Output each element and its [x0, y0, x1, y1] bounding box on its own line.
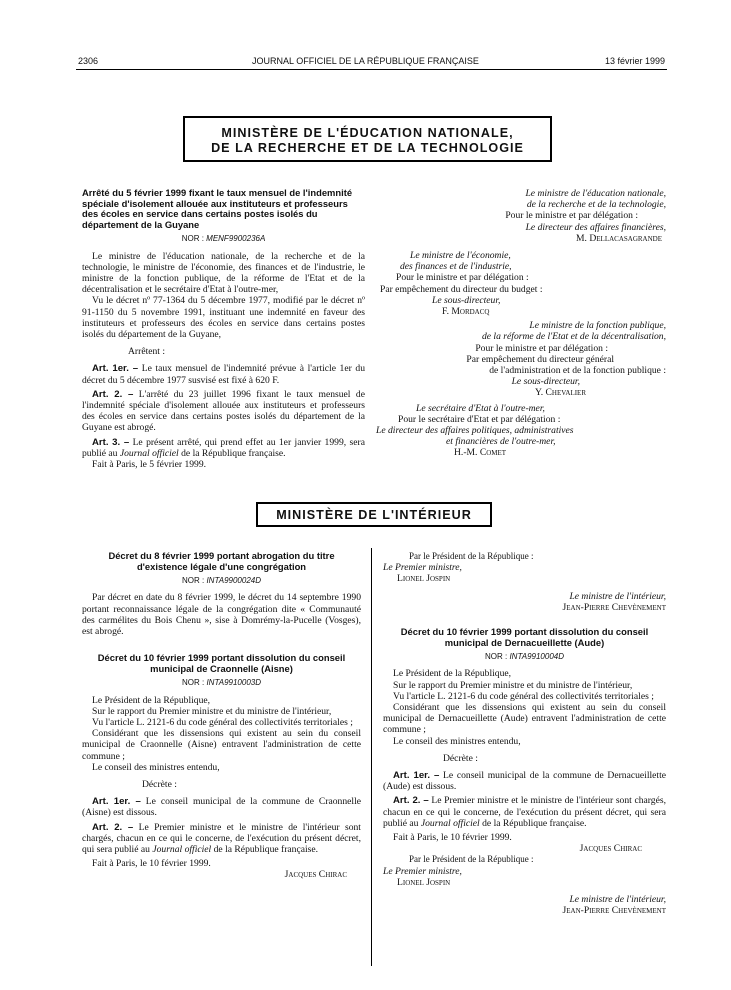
sig-outremer-title: Le secrétaire d'Etat à l'outre-mer, [416, 402, 545, 414]
sig-education-title: Le ministre de l'éducation nationale, [525, 188, 666, 199]
decret2-pm-name: Lionel Jospin [397, 573, 451, 585]
journal-title: JOURNAL OFFICIEL DE LA RÉPUBLIQUE FRANÇAISE [252, 56, 479, 66]
decret3-fait: Fait à Paris, le 10 février 1999. [393, 832, 512, 844]
decret2-para-3: Vu l'article L. 2121-6 du code général des collectivités territoriales ; [92, 717, 353, 728]
arrete-para-2: Vu le décret nº 77-1364 du 5 décembre 1977, modifié par le décret nº 91-1150 du 5 novembre 1991, instituant une indemnité en faveur des instituteurs et professeurs des écoles en service dans certains postes isolés du département de la Guyane, [82, 295, 365, 340]
sig-economy-title-2: des finances et de l'industrie, [400, 261, 512, 273]
sig-outremer-name: H.-M. Comet [454, 447, 507, 459]
decret3-art-1: Art. 1er. – Le conseil municipal de la commune de Dernacueillette (Aude) est dissous. [383, 770, 667, 793]
arrete-column [82, 188, 365, 470]
sig-education-delegation: Pour le ministre et par délégation : [505, 210, 638, 222]
sig-economy-title: Le ministre de l'économie, [410, 250, 511, 262]
ministry-interior-banner [256, 502, 492, 527]
page-number: 2306 [78, 56, 99, 66]
decret2-title: Décret du 10 février 1999 portant dissolution du conseil municipal de Craonnelle (Aisne) [97, 652, 346, 674]
sig-fonction-empechement-2: de l'administration et de la fonction publique : [489, 365, 666, 377]
arrete-nor: NOR : MENF9900236A [181, 234, 266, 244]
decret3-mi-title: Le ministre de l'intérieur, [569, 894, 666, 906]
arrete-title: Arrêté du 5 février 1999 fixant le taux mensuel de l'indemnité spéciale d'isolement allouée aux instituteurs et professeurs des écoles en service dans certains postes isolés du département de la Guyane [82, 187, 353, 230]
arrete-para-1: Le ministre de l'éducation nationale, de la recherche et de la technologie, le ministre de l'économie, des finances et de l'industrie, le ministre de la fonction publique, de la réforme de l'Etat et de la décentralisation et le secrétaire d'Etat à l'outre-mer, [82, 250, 365, 296]
decret2-mi-title: Le ministre de l'intérieur, [569, 590, 666, 602]
decret1-nor: NOR : INTA9900024D [181, 576, 262, 586]
decret3-para-5: Le conseil des ministres entendu, [393, 735, 521, 747]
arrete-fait: Fait à Paris, le 5 février 1999. [92, 459, 207, 471]
decret3-nor: NOR : INTA9910004D [484, 652, 565, 662]
arrete-arretent: Arrêtent : [128, 346, 166, 358]
sig-economy-empechement: Par empêchement du directeur du budget : [380, 283, 543, 295]
sig-outremer-delegation: Pour le secrétaire d'Etat et par délégation : [398, 413, 561, 425]
interior-left-column [82, 551, 361, 881]
decret2-para-1: Le Président de la République, [92, 694, 211, 706]
sig-fonction-delegation: Pour le ministre et par délégation : [475, 342, 608, 354]
decret3-para-3: Vu l'article L. 2121-6 du code général des collectivités territoriales ; [393, 690, 654, 702]
decret3-title: Décret du 10 février 1999 portant dissolution du conseil municipal de Dernacueillette (Aude) [400, 626, 649, 648]
sig-economy-subdirector: Le sous-directeur, [432, 294, 501, 306]
decret3-mi-name: Jean-Pierre Chevènement [562, 905, 666, 917]
decret3-art-2: Art. 2. – Le Premier ministre et le ministre de l'intérieur sont chargés, chacun en ce qui le concerne, de l'exécution du présent décret, qui sera publié au Journal officiel de la République française. [383, 795, 666, 829]
decret3-para-1: Le Président de la République, [393, 668, 512, 680]
decret2-mi-name: Jean-Pierre Chevènement [562, 601, 666, 613]
ministry-education-line2: DE LA RECHERCHE ET DE LA TECHNOLOGIE [211, 141, 524, 155]
sig-education-director: Le directeur des affaires financières, [525, 221, 666, 233]
column-divider [371, 548, 372, 966]
decret3-par: Par le Président de la République : [409, 854, 534, 865]
decret2-para-4: Considérant que les dissensions qui existent au sein du conseil municipal de Craonnelle (Aisne) entravent l'administration de cette commune ; [82, 728, 361, 762]
arrete-art-1: Art. 1er. – Le taux mensuel de l'indemnité prévue à l'article 1er du décret du 5 décembre 1977 susvisé est fixé à 620 F. [82, 363, 365, 386]
sig-fonction-name: Y. Chevalier [535, 387, 586, 399]
sig-outremer-director: Le directeur des affaires politiques, administratives [376, 425, 574, 437]
header-rule [76, 69, 667, 70]
decret3-para-2: Sur le rapport du Premier ministre et du ministre de l'intérieur, [393, 679, 633, 691]
decret3-decrete: Décrète : [443, 752, 478, 764]
arrete-art-2: Art. 2. – L'arrêté du 23 juillet 1996 fixant le taux mensuel de l'indemnité spéciale d'isolement allouée aux instituteurs et professeurs des écoles en service dans certains postes isolés du département de la Guyane est abrogé. [82, 388, 365, 434]
decret2-decrete: Décrète : [142, 779, 177, 791]
ministry-interior-title: MINISTÈRE DE L'INTÉRIEUR [276, 508, 472, 522]
arrete-art-3: Art. 3. – Le présent arrêté, qui prend effet au 1er janvier 1999, sera publié au Journal officiel de la République française. [82, 436, 365, 459]
ministry-education-line1: MINISTÈRE DE L'ÉDUCATION NATIONALE, [221, 126, 514, 140]
decret2-nor: NOR : INTA9910003D [181, 678, 262, 688]
decret2-art-1: Art. 1er. – Le conseil municipal de la commune de Craonnelle (Aisne) est dissous. [82, 796, 362, 819]
decret1-title: Décret du 8 février 1999 portant abrogation du titre d'existence légale d'une congrégation [108, 550, 335, 572]
decret2-para-5: Le conseil des ministres entendu, [92, 761, 220, 773]
arrete-signatures [376, 188, 666, 459]
decret2-pm-title: Le Premier ministre, [383, 562, 462, 574]
decret2-signature: Jacques Chirac [284, 869, 347, 881]
sig-fonction-title: Le ministre de la fonction publique, [529, 320, 666, 332]
ministry-education-banner [183, 116, 552, 162]
decret3-pm-title: Le Premier ministre, [383, 865, 462, 877]
sig-outremer-director-2: et financières de l'outre-mer, [446, 436, 556, 448]
issue-date: 13 février 1999 [604, 56, 665, 66]
decret3-pm-name: Lionel Jospin [397, 876, 451, 888]
decret2-fait: Fait à Paris, le 10 février 1999. [92, 858, 211, 870]
sig-fonction-title-2: de la réforme de l'Etat et de la décentralisation, [481, 331, 666, 343]
sig-fonction-empechement: Par empêchement du directeur général [466, 353, 614, 365]
sig-education-title-2: de la recherche et de la technologie, [526, 199, 666, 211]
sig-education-name: M. Dellacasagrande [576, 232, 662, 244]
interior-right-column [383, 551, 666, 916]
decret2-para-2: Sur le rapport du Premier ministre et du ministre de l'intérieur, [92, 705, 332, 717]
decret3-para-4: Considérant que les dissensions qui existent au sein du conseil municipal de Dernacueillette (Aude) entravent l'administration de cette commune ; [383, 702, 666, 736]
decret1-para: Par décret en date du 8 février 1999, le décret du 14 septembre 1990 portant reconnaissance légale de la congrégation dite « Communauté des carmélites du Bois Chenu », sise à Domrémy-la-Pucelle (Vosges), est abrogé. [82, 592, 361, 637]
sig-economy-name: F. Mordacq [442, 306, 490, 318]
decret2-par: Par le Président de la République : [409, 551, 534, 561]
sig-fonction-subdirector: Le sous-directeur, [511, 376, 580, 388]
decret3-signature: Jacques Chirac [579, 843, 642, 855]
sig-economy-delegation: Pour le ministre et par délégation : [396, 272, 529, 284]
decret2-art-2: Art. 2. – Le Premier ministre et le ministre de l'intérieur sont chargés, chacun en ce qui le concerne, de l'exécution du présent décret, qui sera publié au Journal officiel de la République française. [82, 821, 361, 856]
